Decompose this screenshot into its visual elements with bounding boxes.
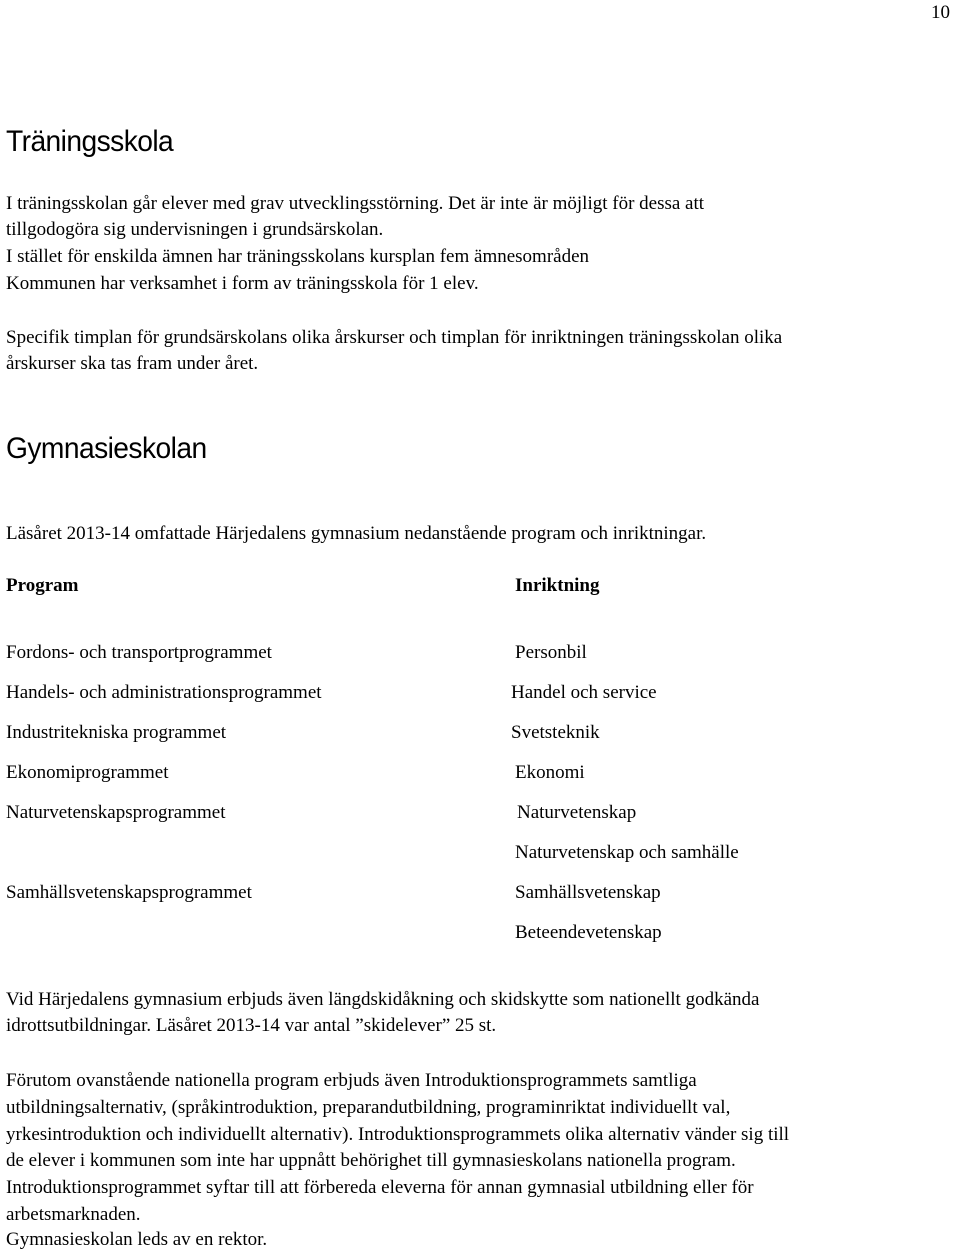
paragraph-line: Vid Härjedalens gymnasium erbjuds även längdskidåkning och skidskytte som nationellt godkända bbox=[6, 989, 760, 1010]
paragraph-line: Kommunen har verksamhet i form av träningsskola för 1 elev. bbox=[6, 273, 479, 294]
paragraph-line: yrkesintroduktion och individuellt alternativ). Introduktionsprogrammets olika alternativ vänder sig till bbox=[6, 1124, 790, 1145]
paragraph-line: arbetsmarknaden. bbox=[6, 1204, 141, 1225]
paragraph-line: I stället för enskilda ämnen har träningsskolans kursplan fem ämnesområden bbox=[6, 246, 590, 267]
program-item: Fordons- och transportprogrammet bbox=[6, 642, 272, 663]
inriktning-item: Ekonomi bbox=[515, 762, 585, 783]
inriktning-item: Personbil bbox=[515, 642, 587, 663]
section-heading-gymnasieskolan: Gymnasieskolan bbox=[6, 432, 207, 465]
inriktning-item: Naturvetenskap bbox=[517, 802, 637, 823]
paragraph-line: idrottsutbildningar. Läsåret 2013-14 var antal ”skidelever” 25 st. bbox=[6, 1015, 497, 1036]
paragraph-line: Specifik timplan för grundsärskolans olika årskurser och timplan för inriktningen träningsskolan olika bbox=[6, 327, 783, 348]
paragraph-line: utbildningsalternativ, (språkintroduktion, preparandutbildning, programinriktat individuellt val, bbox=[6, 1097, 731, 1118]
table-header-program: Program bbox=[6, 575, 79, 596]
inriktning-item: Handel och service bbox=[511, 682, 657, 703]
section-heading-traningsskola: Träningsskola bbox=[6, 125, 174, 158]
program-item: Naturvetenskapsprogrammet bbox=[6, 802, 226, 823]
inriktning-item: Samhällsvetenskap bbox=[515, 882, 661, 903]
paragraph-line: Förutom ovanstående nationella program erbjuds även Introduktionsprogrammets samtliga bbox=[6, 1070, 697, 1091]
paragraph-line: Introduktionsprogrammet syftar till att förbereda eleverna för annan gymnasial utbildning eller för bbox=[6, 1177, 754, 1198]
inriktning-item: Svetsteknik bbox=[511, 722, 600, 743]
paragraph-line: årskurser ska tas fram under året. bbox=[6, 353, 259, 374]
page-number: 10 bbox=[931, 2, 950, 23]
program-item: Industritekniska programmet bbox=[6, 722, 227, 743]
paragraph-line: de elever i kommunen som inte har uppnått behörighet till gymnasieskolans nationella program. bbox=[6, 1150, 736, 1171]
paragraph-line: tillgodogöra sig undervisningen i grundsärskolan. bbox=[6, 219, 384, 240]
table-header-inriktning: Inriktning bbox=[515, 575, 600, 596]
program-item: Samhällsvetenskapsprogrammet bbox=[6, 882, 252, 903]
program-item: Ekonomiprogrammet bbox=[6, 762, 169, 783]
inriktning-item: Naturvetenskap och samhälle bbox=[515, 842, 739, 863]
inriktning-item: Beteendevetenskap bbox=[515, 922, 662, 943]
intro-text: Läsåret 2013-14 omfattade Härjedalens gymnasium nedanstående program och inriktningar. bbox=[6, 523, 707, 544]
paragraph-line: Gymnasieskolan leds av en rektor. bbox=[6, 1229, 268, 1250]
paragraph-line: I träningsskolan går elever med grav utvecklingsstörning. Det är inte är möjligt för dessa att bbox=[6, 193, 705, 214]
program-item: Handels- och administrationsprogrammet bbox=[6, 682, 322, 703]
